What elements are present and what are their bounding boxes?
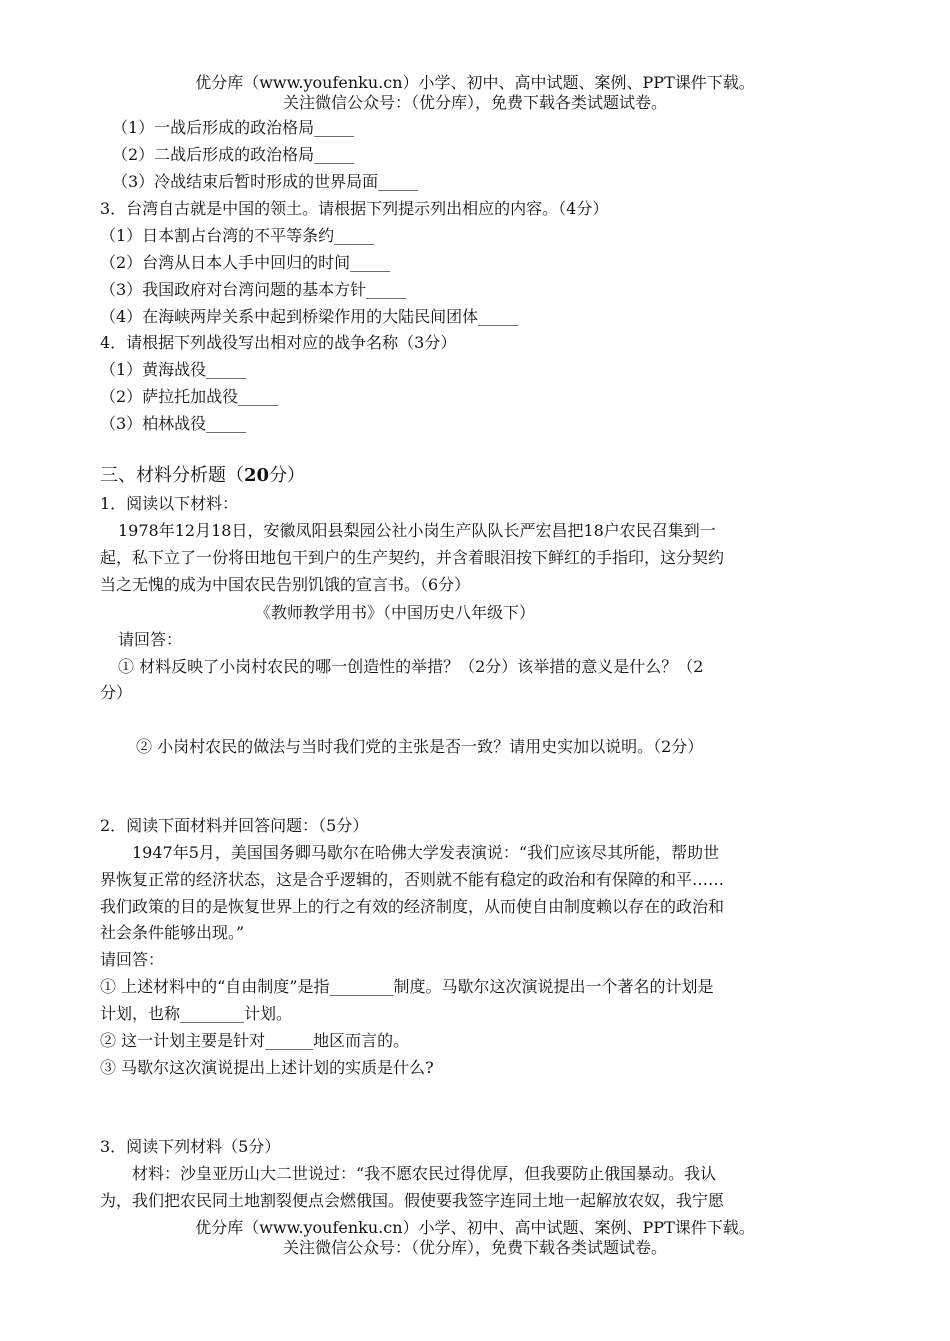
answer-prompt: 请回答：	[100, 950, 165, 969]
sub-question: ② 小岗村农民的做法与当时我们党的主张是否一致？请用史实加以说明。（2分）	[136, 737, 704, 756]
footer-line-1: 优分库（www.youfenku.cn）小学、初中、高中试题、案例、PPT课件下载。	[195, 1218, 755, 1237]
list-item: （2）二战后形成的政治格局_____	[112, 145, 355, 164]
material-line: 材料：沙皇亚历山大二世说过：“我不愿农民过得优厚，但我要防止俄国暴动。我认	[132, 1164, 717, 1183]
material-line: 起，私下立了一份将田地包干到户的生产契约，并含着眼泪按下鲜红的手指印，这分契约	[100, 548, 725, 567]
header-line-2: 关注微信公众号：（优分库），免费下载各类试题试卷。	[282, 93, 667, 112]
sub-question: ② 这一计划主要是针对______地区而言的。	[100, 1031, 410, 1050]
list-item: （3）冷战结束后暂时形成的世界局面_____	[112, 172, 419, 191]
material-line: 当之无愧的成为中国农民告别饥饿的宣言书。（6分）	[100, 575, 471, 594]
question-title: 1．阅读以下材料：	[100, 494, 239, 513]
list-item: （2）台湾从日本人手中回归的时间_____	[100, 253, 391, 272]
sub-question: ① 上述材料中的“自由制度”是指________制度。马歇尔这次演说提出一个著名的计划是	[100, 977, 714, 996]
header-line-1: 优分库（www.youfenku.cn）小学、初中、高中试题、案例、PPT课件下载。	[195, 73, 755, 92]
question-title: 3．台湾自古就是中国的领土。请根据下列提示列出相应的内容。（4分）	[100, 199, 609, 218]
material-line: 1978年12月18日，安徽凤阳县梨园公社小岗生产队队长严宏昌把18户农民召集到一	[118, 521, 716, 540]
list-item: （1）一战后形成的政治格局_____	[112, 118, 355, 137]
list-item: （3）我国政府对台湾问题的基本方针_____	[100, 280, 407, 299]
material-line: 我们政策的目的是恢复世界上的行之有效的经济制度，从而使自由制度赖以存在的政治和	[100, 897, 725, 916]
sub-question: ③ 马歇尔这次演说提出上述计划的实质是什么?	[100, 1058, 434, 1077]
list-item: （2）萨拉托加战役_____	[100, 387, 279, 406]
material-line: 为，我们把农民同土地割裂便点会燃俄国。假使要我签字连同土地一起解放农奴，我宁愿	[100, 1191, 725, 1210]
footer-line-2: 关注微信公众号：（优分库），免费下载各类试题试卷。	[282, 1238, 667, 1257]
sub-question-continued: 计划，也称________计划。	[100, 1004, 293, 1023]
material-line: 社会条件能够出现。”	[100, 923, 245, 942]
question-title: 2．阅读下面材料并回答问题：（5分）	[100, 816, 369, 835]
sub-question-continued: 分）	[100, 683, 133, 702]
list-item: （1）日本割占台湾的不平等条约_____	[100, 226, 375, 245]
answer-prompt: 请回答：	[118, 630, 183, 649]
section-score: 20	[244, 465, 270, 486]
section-title: 三、材料分析题（20分）	[100, 465, 306, 486]
question-title: 4．请根据下列战役写出相对应的战争名称（3分）	[100, 333, 457, 352]
question-title: 3．阅读下列材料（5分）	[100, 1137, 281, 1156]
material-line: 1947年5月，美国国务卿马歇尔在哈佛大学发表演说：“我们应该尽其所能，帮助世	[132, 843, 720, 862]
material-line: 界恢复正常的经济状态，这是合乎逻辑的，否则就不能有稳定的政治和有保障的和平……	[100, 870, 725, 889]
list-item: （1）黄海战役_____	[100, 360, 247, 379]
list-item: （4）在海峡两岸关系中起到桥梁作用的大陆民间团体_____	[100, 307, 519, 326]
list-item: （3）柏林战役_____	[100, 414, 247, 433]
sub-question: ① 材料反映了小岗村农民的哪一创造性的举措？（2分）该举措的意义是什么？（2	[118, 657, 704, 676]
material-source: 《教师教学用书》（中国历史八年级下）	[255, 603, 536, 622]
